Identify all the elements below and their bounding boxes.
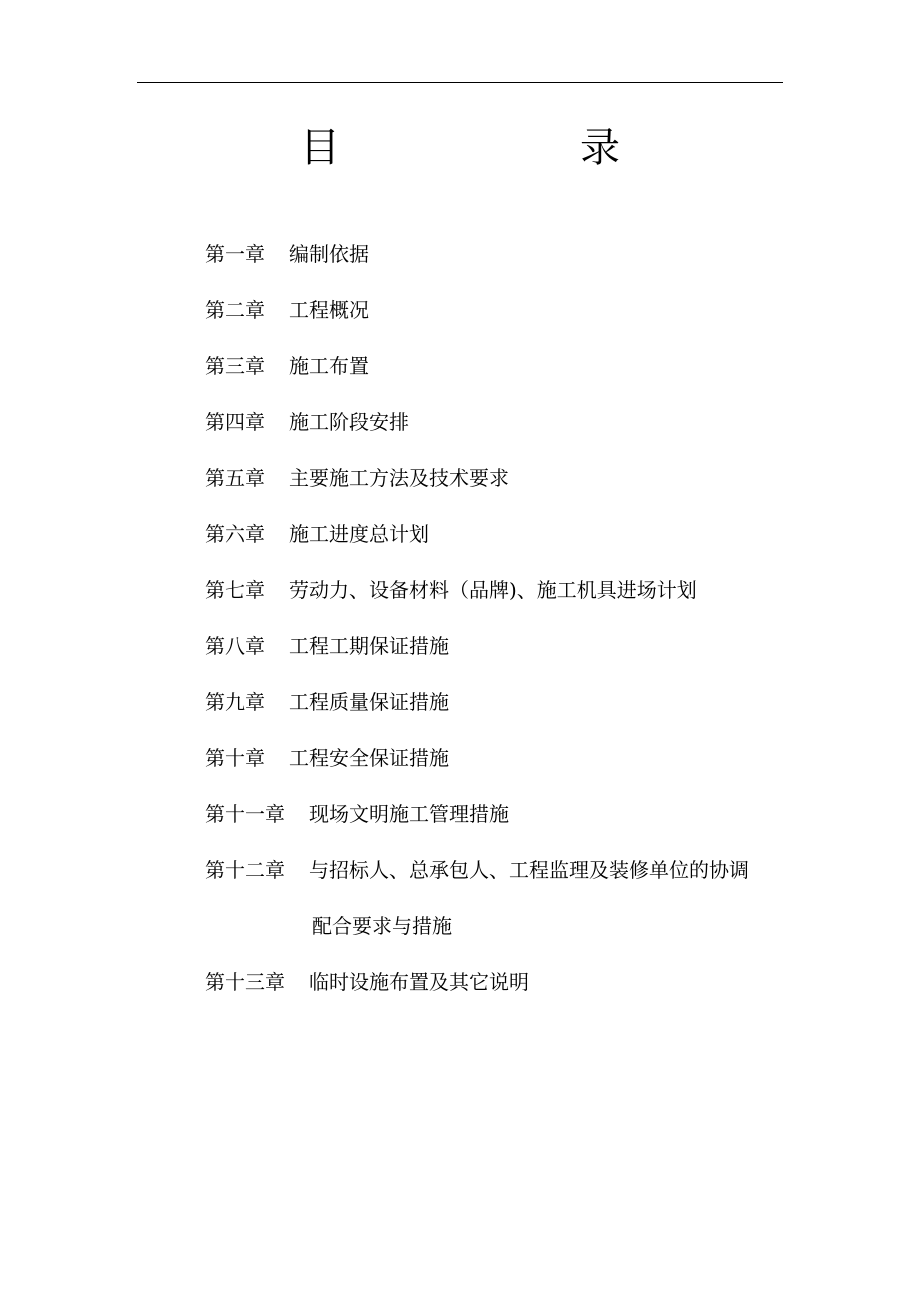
toc-chapter-number: 第十章 (205, 746, 265, 770)
toc-chapter-title: 施工进度总计划 (289, 522, 429, 546)
toc-chapter-title: 工程工期保证措施 (289, 634, 449, 658)
toc-chapter-number: 第三章 (205, 354, 265, 378)
toc-item-8[interactable] (205, 628, 449, 664)
toc-item-11[interactable] (205, 796, 509, 832)
toc-chapter-title: 工程质量保证措施 (289, 690, 449, 714)
header-rule (137, 82, 783, 83)
toc-chapter-title: 临时设施布置及其它说明 (309, 970, 529, 994)
toc-item-6[interactable] (205, 516, 429, 552)
toc-chapter-title: 主要施工方法及技术要求 (289, 466, 509, 490)
toc-chapter-number: 第十二章 (205, 858, 285, 882)
toc-item-9[interactable] (205, 684, 449, 720)
toc-item-13[interactable] (205, 964, 529, 1000)
toc-item-1[interactable] (205, 236, 369, 272)
toc-item-12-continuation: 配合要求与措施 (312, 914, 452, 938)
toc-chapter-number: 第十一章 (205, 802, 285, 826)
toc-chapter-title: 施工阶段安排 (289, 410, 409, 434)
toc-item-10[interactable] (205, 740, 449, 776)
toc-chapter-title: 施工布置 (289, 354, 369, 378)
toc-chapter-title: 工程安全保证措施 (289, 746, 449, 770)
toc-chapter-number: 第二章 (205, 298, 265, 322)
toc-chapter-number: 第五章 (205, 466, 265, 490)
toc-chapter-title: 劳动力、设备材料（品牌)、施工机具进场计划 (289, 578, 697, 602)
toc-item-4[interactable] (205, 404, 409, 440)
toc-chapter-title: 编制依据 (289, 242, 369, 266)
toc-chapter-title: 现场文明施工管理措施 (309, 802, 509, 826)
toc-chapter-number: 第六章 (205, 522, 265, 546)
toc-chapter-number: 第四章 (205, 410, 265, 434)
toc-item-7[interactable] (205, 572, 697, 608)
toc-title-left: 目 (300, 125, 340, 171)
toc-title-right: 录 (580, 125, 620, 171)
toc-item-3[interactable] (205, 348, 369, 384)
toc-chapter-number: 第九章 (205, 690, 265, 714)
toc-item-12[interactable] (205, 852, 749, 888)
toc-chapter-title: 与招标人、总承包人、工程监理及装修单位的协调 (309, 858, 749, 882)
toc-chapter-number: 第十三章 (205, 970, 285, 994)
toc-chapter-number: 第一章 (205, 242, 265, 266)
toc-chapter-number: 第八章 (205, 634, 265, 658)
toc-item-5[interactable] (205, 460, 509, 496)
toc-chapter-number: 第七章 (205, 578, 265, 602)
toc-chapter-title: 工程概况 (289, 298, 369, 322)
toc-item-2[interactable] (205, 292, 369, 328)
